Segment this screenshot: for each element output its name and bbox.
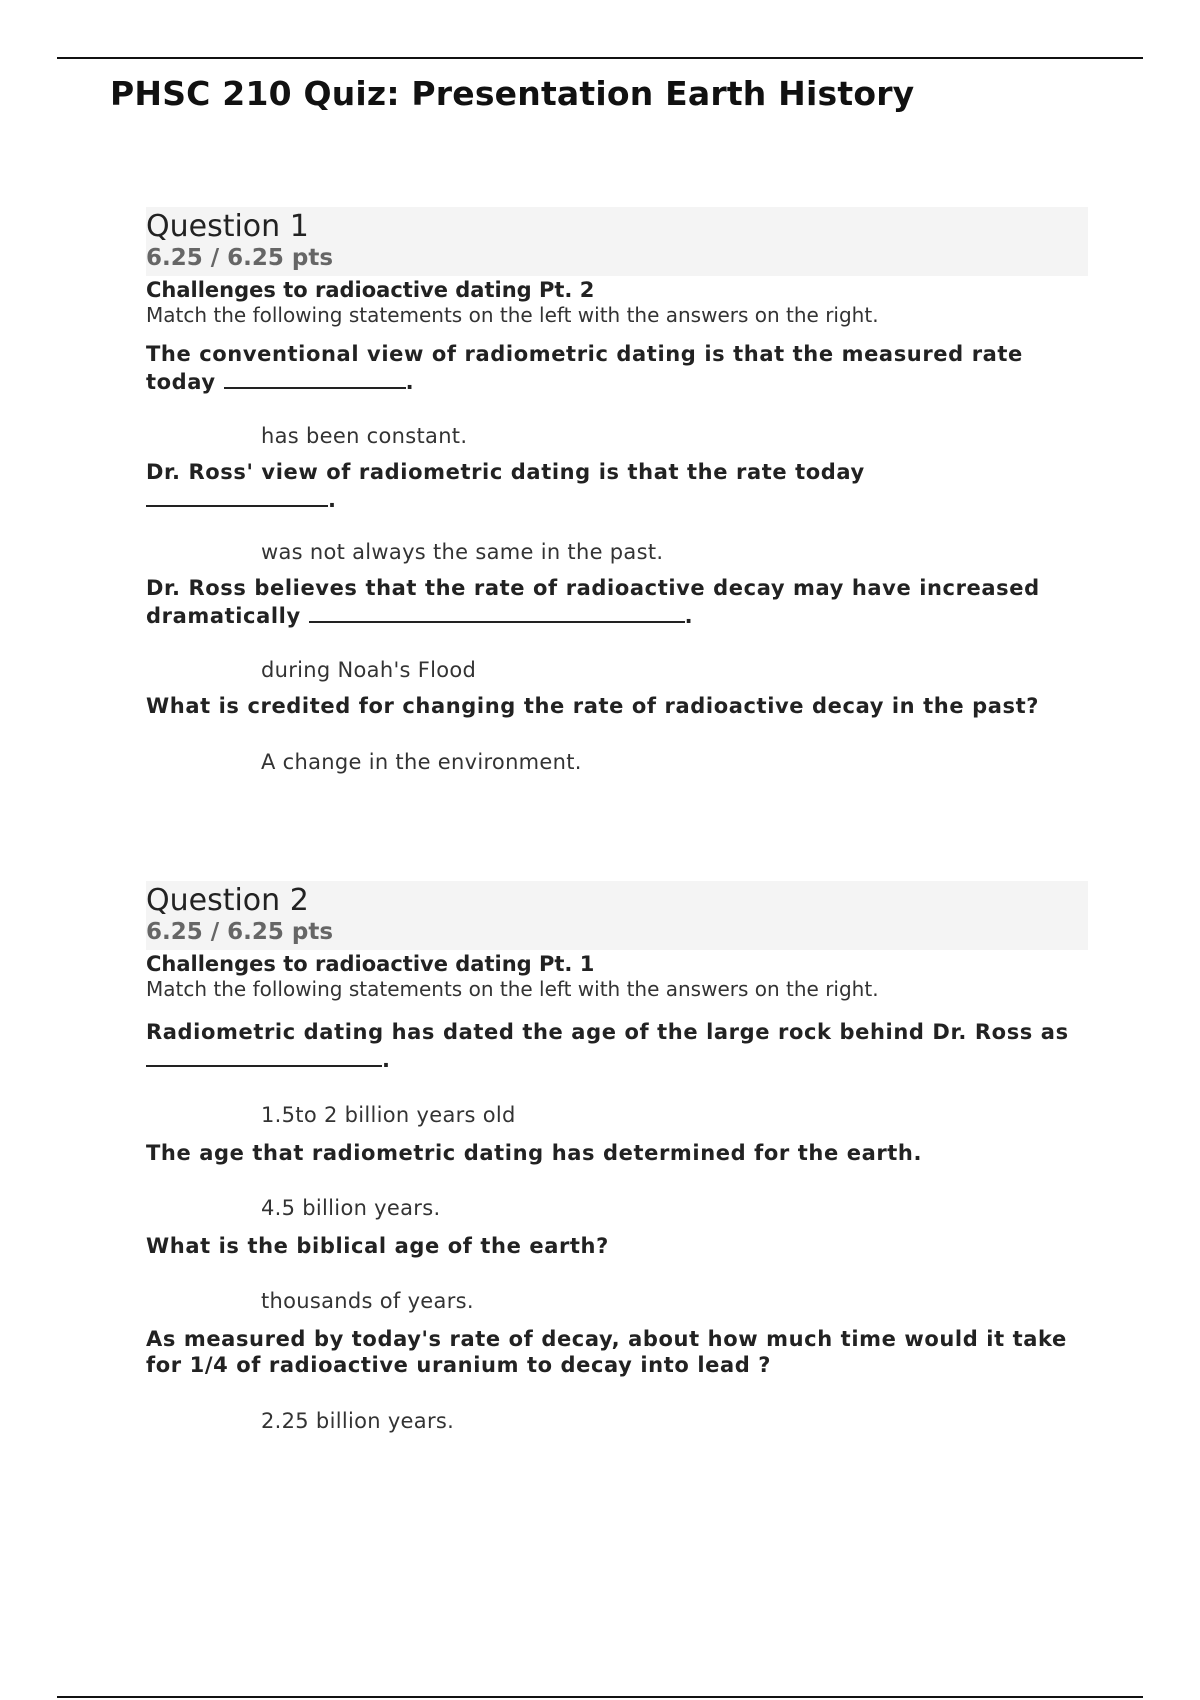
match-answer: thousands of years. bbox=[261, 1289, 474, 1313]
question-instructions: Match the following statements on the left with the answers on the right. bbox=[146, 303, 879, 327]
match-item bbox=[146, 693, 1088, 775]
match-item bbox=[146, 1326, 1088, 1434]
match-item bbox=[146, 575, 1088, 683]
match-answer: 2.25 billion years. bbox=[261, 1409, 455, 1433]
match-item bbox=[146, 1140, 1088, 1221]
question-title: Question 2 bbox=[146, 883, 309, 918]
top-rule bbox=[57, 57, 1143, 59]
match-item bbox=[146, 459, 1088, 565]
match-answer: during Noah's Flood bbox=[261, 658, 477, 682]
answer-blank bbox=[146, 1045, 382, 1067]
question-points: 6.25 / 6.25 pts bbox=[146, 919, 334, 945]
match-prompt: What is the biblical age of the earth? bbox=[146, 1234, 609, 1258]
document-title: PHSC 210 Quiz: Presentation Earth History bbox=[110, 74, 915, 113]
match-prompt: Radiometric dating has dated the age of the large rock behind Dr. Ross as . bbox=[146, 1020, 1069, 1072]
match-prompt: Dr. Ross' view of radiometric dating is that the rate today . bbox=[146, 460, 865, 512]
match-prompt: As measured by today's rate of decay, about how much time would it take for 1/4 of radioactive uranium to decay into lead ? bbox=[146, 1327, 1067, 1377]
match-prompt: The age that radiometric dating has determined for the earth. bbox=[146, 1141, 923, 1165]
match-answer: has been constant. bbox=[261, 424, 468, 448]
question-1 bbox=[146, 207, 1088, 775]
question-header bbox=[146, 207, 1088, 276]
answer-blank bbox=[309, 601, 685, 623]
bottom-rule bbox=[57, 1696, 1143, 1698]
question-title: Question 1 bbox=[146, 209, 309, 244]
match-item bbox=[146, 1019, 1088, 1128]
match-prompt: What is credited for changing the rate of radioactive decay in the past? bbox=[146, 694, 1040, 718]
match-item bbox=[146, 1233, 1088, 1314]
question-2 bbox=[146, 881, 1088, 1434]
question-points: 6.25 / 6.25 pts bbox=[146, 245, 334, 271]
match-answer: was not always the same in the past. bbox=[261, 540, 664, 564]
answer-blank bbox=[224, 367, 406, 389]
match-prompt: Dr. Ross believes that the rate of radioactive decay may have increased dramatically . bbox=[146, 576, 1040, 628]
question-topic: Challenges to radioactive dating Pt. 1 bbox=[146, 952, 595, 976]
question-topic: Challenges to radioactive dating Pt. 2 bbox=[146, 278, 595, 302]
match-item bbox=[146, 341, 1088, 449]
match-answer: 1.5to 2 billion years old bbox=[261, 1103, 516, 1127]
match-prompt: The conventional view of radiometric dating is that the measured rate today . bbox=[146, 342, 1023, 394]
question-header bbox=[146, 881, 1088, 950]
match-answer: 4.5 billion years. bbox=[261, 1196, 441, 1220]
match-answer: A change in the environment. bbox=[261, 750, 582, 774]
question-instructions: Match the following statements on the left with the answers on the right. bbox=[146, 977, 879, 1001]
answer-blank bbox=[146, 485, 328, 507]
